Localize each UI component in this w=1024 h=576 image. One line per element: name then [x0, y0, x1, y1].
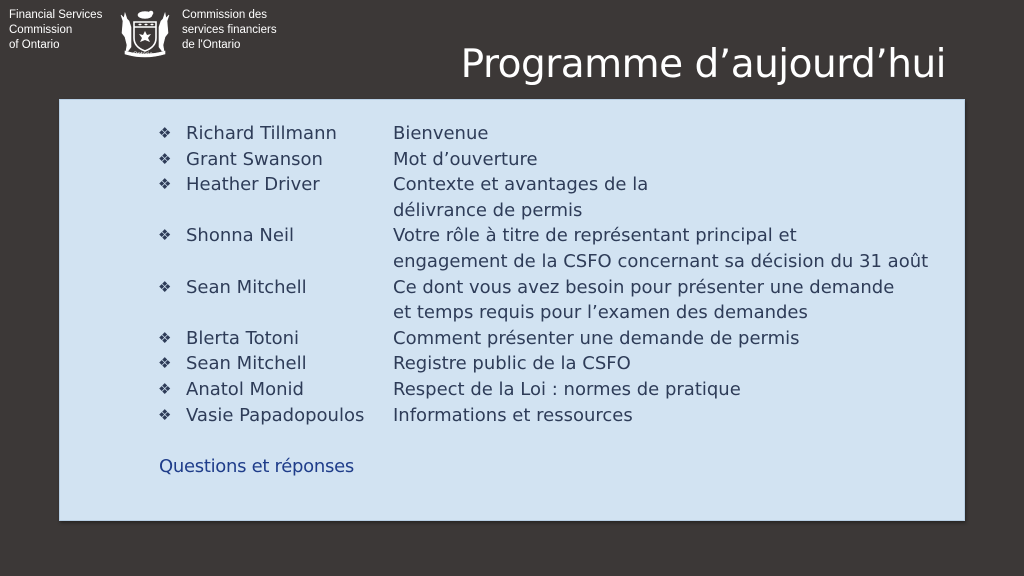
agenda-item: [158, 326, 928, 352]
agenda-speaker: Heather Driver: [186, 174, 320, 196]
questions-heading: Questions et réponses: [159, 456, 354, 477]
diamond-bullet-icon: ❖: [158, 175, 172, 194]
agenda-topic-line: délivrance de permis: [393, 199, 583, 221]
diamond-bullet-icon: ❖: [158, 149, 172, 168]
agenda-speaker: Anatol Monid: [186, 378, 304, 400]
agenda-speaker: Grant Swanson: [186, 148, 323, 170]
org-name-line: de l'Ontario: [182, 39, 241, 51]
agenda-speaker: Sean Mitchell: [186, 353, 307, 375]
agenda-topic: [393, 147, 538, 173]
slide-title: Programme d’aujourd’hui: [460, 42, 946, 87]
org-name-line: services financiers: [182, 24, 277, 36]
crest-label: Ontario: [133, 52, 153, 58]
agenda-topic-line: Respect de la Loi : normes de pratique: [393, 378, 741, 400]
agenda-topic-line: Votre rôle à titre de représentant principal et: [393, 225, 797, 247]
agenda-item: [158, 172, 928, 223]
agenda-topic-line: Registre public de la CSFO: [393, 353, 631, 375]
org-name-line: Financial Services: [9, 9, 103, 21]
agenda-speaker: Sean Mitchell: [186, 276, 307, 298]
agenda-topic-line: et temps requis pour l’examen des demandes: [393, 302, 808, 324]
agenda-topic-line: Ce dont vous avez besoin pour présenter une demande: [393, 276, 895, 298]
org-name-english: [9, 8, 102, 53]
agenda-item: [158, 377, 928, 403]
agenda-topic-line: Mot d’ouverture: [393, 148, 538, 170]
diamond-bullet-icon: ❖: [158, 277, 172, 296]
diamond-bullet-icon: ❖: [158, 226, 172, 245]
org-name-line: Commission: [9, 24, 73, 36]
agenda-topic: [393, 172, 648, 223]
org-name-line: of Ontario: [9, 39, 60, 51]
agenda-topic: [393, 275, 894, 326]
agenda-speaker: Vasie Papadopoulos: [186, 404, 365, 426]
agenda-topic-line: engagement de la CSFO concernant sa décision du 31 août: [393, 250, 929, 272]
agenda-topic: [393, 403, 633, 429]
agenda-topic: [393, 326, 800, 352]
agenda-item: [158, 121, 928, 147]
org-name-french: [182, 8, 277, 53]
agenda-item: [158, 223, 928, 274]
agenda-item: [158, 147, 928, 173]
diamond-bullet-icon: ❖: [158, 124, 172, 142]
agenda-item: [158, 403, 928, 429]
diamond-bullet-icon: ❖: [158, 328, 172, 347]
agenda-topic-line: Contexte et avantages de la: [393, 174, 649, 196]
agenda-topic: [393, 223, 928, 274]
agenda-topic-line: Bienvenue: [393, 123, 489, 144]
agenda-speaker: Richard Tillmann: [186, 123, 337, 144]
agenda-item: [158, 275, 928, 326]
agenda-topic-line: Informations et ressources: [393, 404, 633, 426]
diamond-bullet-icon: ❖: [158, 379, 172, 398]
agenda-topic: [393, 121, 488, 147]
agenda-topic: [393, 351, 631, 377]
agenda-topic: [393, 377, 741, 403]
diamond-bullet-icon: ❖: [158, 405, 172, 424]
agenda-topic-line: Comment présenter une demande de permis: [393, 327, 800, 349]
agenda-item: [158, 351, 928, 377]
agenda-speaker: Shonna Neil: [186, 225, 294, 247]
diamond-bullet-icon: ❖: [158, 354, 172, 373]
agenda-speaker: Blerta Totoni: [186, 327, 300, 349]
org-name-line: Commission des: [182, 9, 267, 21]
agenda-list: [158, 121, 928, 428]
